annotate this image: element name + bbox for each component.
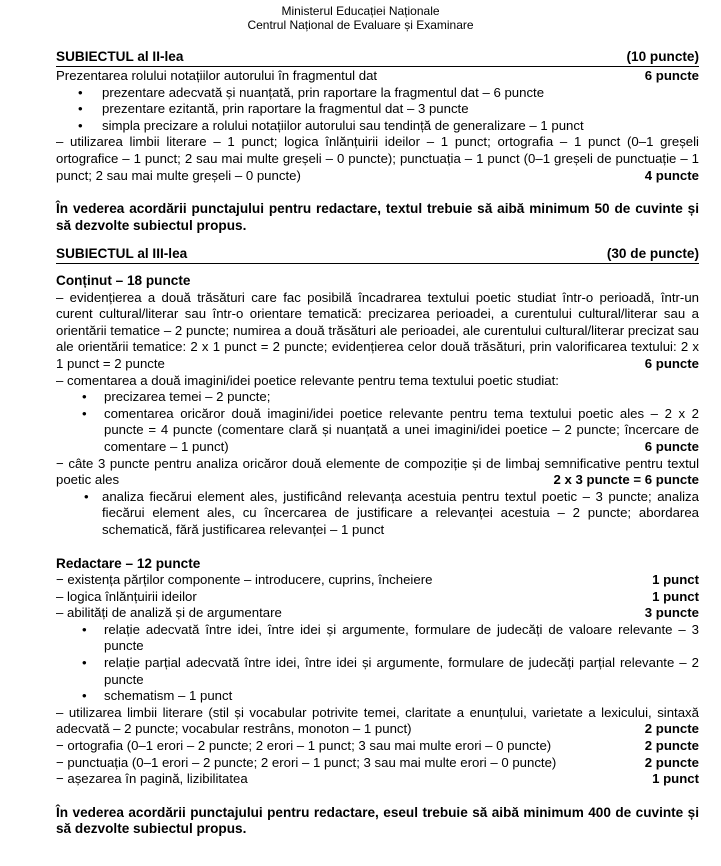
s2-language-points: 4 puncte <box>644 167 699 183</box>
section-2-title: SUBIECTUL al II-lea <box>56 49 184 65</box>
list-item: • comentarea oricăror două imagini/idei poetice relevante pentru tema textului poetic ales – 2 x 2 puncte = 4 puncte (comentare clară și nuanțată a unei imagini/idei poetice – 2 puncte; încercare de comentare – 1 punct) <box>82 405 699 454</box>
section-2-heading <box>56 46 699 67</box>
c1-text: – evidențierea a două trăsături care fac posibilă încadrarea textului poetic studiat într-o perioadă, într-un curent cultural/literar sau într-o orientare tematică: precizarea perioadei, a curentului cultural/literar sau a orientării tematice – 2 puncte; numirea a două trăsături ale perioadei, ale curentului cultural/literar precizat sau ale orientării tematice: 2 x 1 punct = 2 puncte; evidențierea celor două trăsături, prin valorificarea textului: 2 x 1 punct = 2 puncte <box>56 289 699 371</box>
c2-bullet-list <box>56 389 699 455</box>
section-3-points: (30 de puncte) <box>606 246 699 262</box>
c3-points: 2 x 3 puncte = 6 puncte <box>553 472 699 488</box>
s2-note: În vederea acordării punctajului pentru redactare, textul trebuie să aibă minimum 50 de cuvinte și să dezvolte subiectul propus. <box>56 201 699 233</box>
s2-language-criteria: – utilizarea limbii literare – 1 punct; logica înlănțuirii ideilor – 1 punct; ortografia – 1 punct (0–1 greșeli ortografice – 1 punct; 2 sau mai multe greșeli – 0 puncte); punctuația – 1 punct (0–1 greșeli de punctuație – 1 punct; 2 sau mai multe greșeli – 0 puncte) <box>56 134 699 183</box>
bullet-icon: • <box>82 655 87 671</box>
center-name: Centrul Național de Evaluare și Examinare <box>247 18 474 32</box>
bullet-icon: • <box>78 101 83 117</box>
list-item: • simpla precizare a rolului notațiilor autorului sau tendință de generalizare – 1 punct <box>78 117 584 133</box>
r3-row: – abilități de analiză și de argumentare 3 puncte <box>56 605 699 621</box>
s2-bullet-list <box>56 85 699 135</box>
s2-intro: Prezentarea rolului notațiilor autorului în fragmentul dat <box>56 68 378 83</box>
r6-row: − punctuația (0–1 erori – 2 puncte; 2 erori – 1 punct; 3 sau mai multe erori – 0 puncte) 2 puncte <box>56 754 699 770</box>
c1-points: 6 puncte <box>644 355 699 371</box>
r5-row: − ortografia (0–1 erori – 2 puncte; 2 erori – 1 punct; 3 sau mai multe erori – 0 puncte) 2 puncte <box>56 738 699 754</box>
bullet-icon: • <box>78 84 83 100</box>
redactare-title: Redactare – 12 puncte <box>56 555 201 571</box>
list-item: • analiza fiecărui element ales, justificând relevanța acestuia pentru textul poetic – 3 puncte; analiza fiecărui element ales, cu încercarea de justificare a relevanței acestuia – 2 puncte; abordarea schematică, fără justificarea relevanței – 1 punct <box>84 488 699 537</box>
r7-points: 1 punct <box>652 771 699 787</box>
list-item: • prezentare adecvată și nuanțată, prin raportare la fragmentul dat – 6 puncte <box>78 84 545 100</box>
bullet-icon: • <box>82 405 87 421</box>
r7-row: − așezarea în pagină, lizibilitatea 1 punct <box>56 771 699 787</box>
s2-intro-points: 6 puncte <box>644 68 699 83</box>
r3-points: 3 puncte <box>644 605 699 621</box>
r6-points: 2 puncte <box>644 754 699 770</box>
section-3-body <box>56 273 699 838</box>
r4-points: 2 puncte <box>644 721 699 737</box>
list-item: • relație adecvată între idei, între idei și argumente, formulare de judecăți de valoare relevante – 3 puncte <box>82 621 699 654</box>
r5-points: 2 puncte <box>644 738 699 754</box>
r3-bullet-list <box>56 622 699 705</box>
list-item: • prezentare ezitantă, prin raportare la fragmentul dat – 3 puncte <box>78 101 469 117</box>
bullet-icon: • <box>82 621 87 637</box>
bullet-icon: • <box>78 117 83 133</box>
s3-note: În vederea acordării punctajului pentru redactare, eseul trebuie să aibă minimum 400 de cuvinte și să dezvolte subiectul propus. <box>56 804 699 837</box>
list-item: • precizarea temei – 2 puncte; <box>82 389 271 405</box>
s2-intro-row <box>56 68 699 85</box>
content-title: Conținut – 18 puncte <box>56 273 191 288</box>
c2-points: 6 puncte <box>644 438 699 454</box>
section-2-points: (10 puncte) <box>626 49 699 65</box>
document-header <box>0 4 721 32</box>
c3-points-row <box>56 472 699 489</box>
bullet-icon: • <box>84 488 89 504</box>
section-2-body <box>56 68 699 234</box>
r2-points: 1 punct <box>652 588 699 604</box>
bullet-icon: • <box>82 688 87 704</box>
r1-row: − existența părților componente – introducere, cuprins, încheiere 1 punct <box>56 572 699 588</box>
r1-points: 1 punct <box>652 572 699 588</box>
section-3-title: SUBIECTUL al III-lea <box>56 246 188 262</box>
list-item: • schematism – 1 punct <box>82 688 233 704</box>
c2-text: – comentarea a două imagini/idei poetice relevante pentru tema textului poetic studiat: <box>56 372 559 388</box>
r4-text: – utilizarea limbii literare (stil și vocabular potrivite temei, claritate a enunțului, varietate a lexicului, sintaxă adecvată – 2 puncte; vocabular restrâns, monoton – 1 punct) <box>56 704 699 737</box>
list-item: • relație parțial adecvată între idei, între idei și argumente, formulare de judecăți parțial relevante – 2 puncte <box>82 655 699 687</box>
ministry-name: Ministerul Educației Naționale <box>281 4 440 18</box>
c3-bullet-list <box>56 489 699 539</box>
bullet-icon: • <box>82 389 87 405</box>
r2-row: – logica înlănțuirii ideilor 1 punct <box>56 588 699 604</box>
c3-text: − câte 3 puncte pentru analiza oricăror două elemente de compoziție și de limbaj semnificative pentru textul poetic ales <box>56 455 699 488</box>
section-3-heading <box>56 243 699 264</box>
